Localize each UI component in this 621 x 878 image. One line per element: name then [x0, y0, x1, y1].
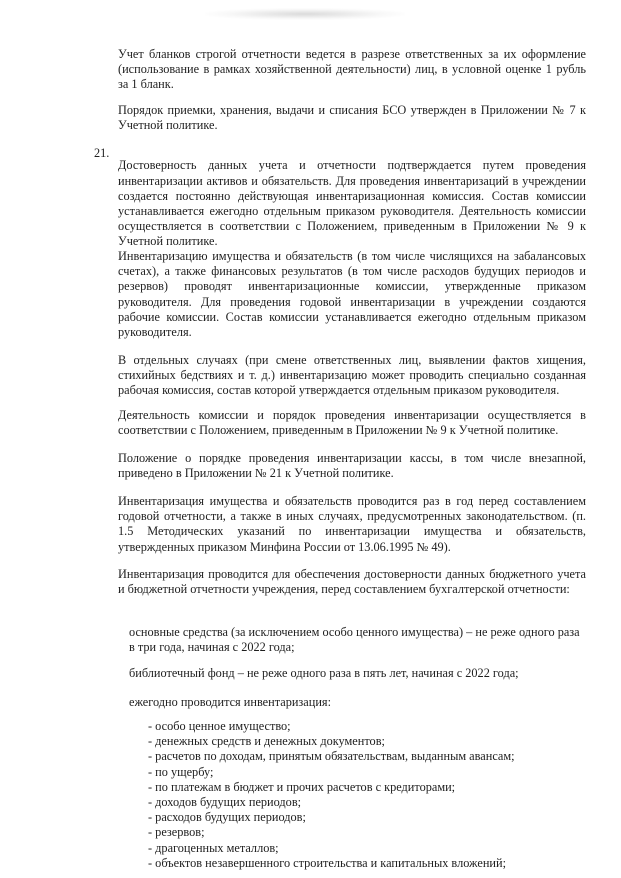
- annual-inventory-intro: ежегодно проводится инвентаризация:: [129, 695, 331, 709]
- paragraph-commission-activity: Деятельность комиссии и порядок проведения инвентаризации осуществляется в соответствии с Положением, приведенным в Приложении № 9 к Учетной политике.: [118, 408, 586, 438]
- list-item: - по платежам в бюджет и прочих расчетов с кредиторами;: [148, 779, 456, 794]
- fixed-assets-frequency: основные средства (за исключением особо ценного имущества) – не реже одного раза в три года, начиная с 2022 года;: [129, 625, 580, 655]
- paragraph-inventory-frequency: Инвентаризация имущества и обязательств проводится раз в год перед составлением годовой отчетности, а также в иных случаях, предусмотренных законодательством. (п. 1.5 Методических указаний по инвентаризации имущества и обязательств, утвержденных приказом Минфина России от 13.06.1995 № 49).: [118, 494, 586, 554]
- annual-inventory-list: [148, 719, 515, 871]
- item-number: 21.: [94, 146, 110, 160]
- numbered-item-21: [94, 146, 586, 262]
- list-item: - особо ценное имущество;: [148, 719, 291, 733]
- list-item: - расчетов по доходам, принятым обязательствам, выданным авансам;: [148, 749, 515, 764]
- list-item: - драгоценных металлов;: [148, 840, 279, 855]
- list-item: - расходов будущих периодов;: [148, 810, 306, 825]
- list-item: - резервов;: [148, 825, 205, 840]
- library-fund-frequency: библиотечный фонд – не реже одного раза в пять лет, начиная с 2022 года;: [129, 666, 519, 680]
- paragraph-inventory-purpose: Инвентаризация проводится для обеспечения достоверности данных бюджетного учета и бюджетной отчетности учреждения, перед составлением бухгалтерской отчетности:: [118, 567, 586, 597]
- list-item: - доходов будущих периодов;: [148, 795, 302, 810]
- paragraph-bso-procedure: Порядок приемки, хранения, выдачи и списания БСО утвержден в Приложении № 7 к Учетной политике.: [118, 103, 586, 133]
- list-item: - денежных средств и денежных документов;: [148, 734, 385, 749]
- paragraph-cash-inventory: Положение о порядке проведения инвентаризации кассы, в том числе внезапной, приведено в Приложении № 21 к Учетной политике.: [118, 451, 586, 481]
- paragraph-special-commission: В отдельных случаях (при смене ответственных лиц, выявлении фактов хищения, стихийных бедствиях и т. д.) инвентаризацию может проводить специально созданная рабочая комиссия, состав которой утверждается отдельным приказом руководителя.: [118, 353, 586, 398]
- scan-smudge: [205, 8, 405, 20]
- paragraph-inventory-commissions: Инвентаризацию имущества и обязательств (в том числе числящихся на забалансовых счетах), а также финансовых результатов (в том числе расходов будущих периодов и резервов) проводят инвентаризационные комиссии, утвержденные приказом руководителя. Для проведения годовой инвентаризации в учреждении создаются рабочие комиссии. Состав комиссии устанавливается ежегодно отдельным приказом руководителя.: [118, 249, 586, 340]
- paragraph-bso-accounting: Учет бланков строгой отчетности ведется в разрезе ответственных за их оформление (использование в рамках хозяйственной деятельности) лиц, в условной оценке 1 рубль за 1 бланк.: [118, 47, 586, 92]
- list-item: - объектов незавершенного строительства и капитальных вложений;: [148, 855, 506, 870]
- list-item: - по ущербу;: [148, 764, 214, 779]
- item-21-text: Достоверность данных учета и отчетности подтверждается путем проведения инвентаризации активов и обязательств. Для проведения инвентаризаций в учреждении создается постоянно действующая инвентаризационная комиссия. Состав комиссии устанавливается ежегодно отдельным приказом руководителя. Деятельность комиссии осуществляется в соответствии с Положением, приведенным в Приложении № 9 к Учетной политике.: [118, 158, 586, 249]
